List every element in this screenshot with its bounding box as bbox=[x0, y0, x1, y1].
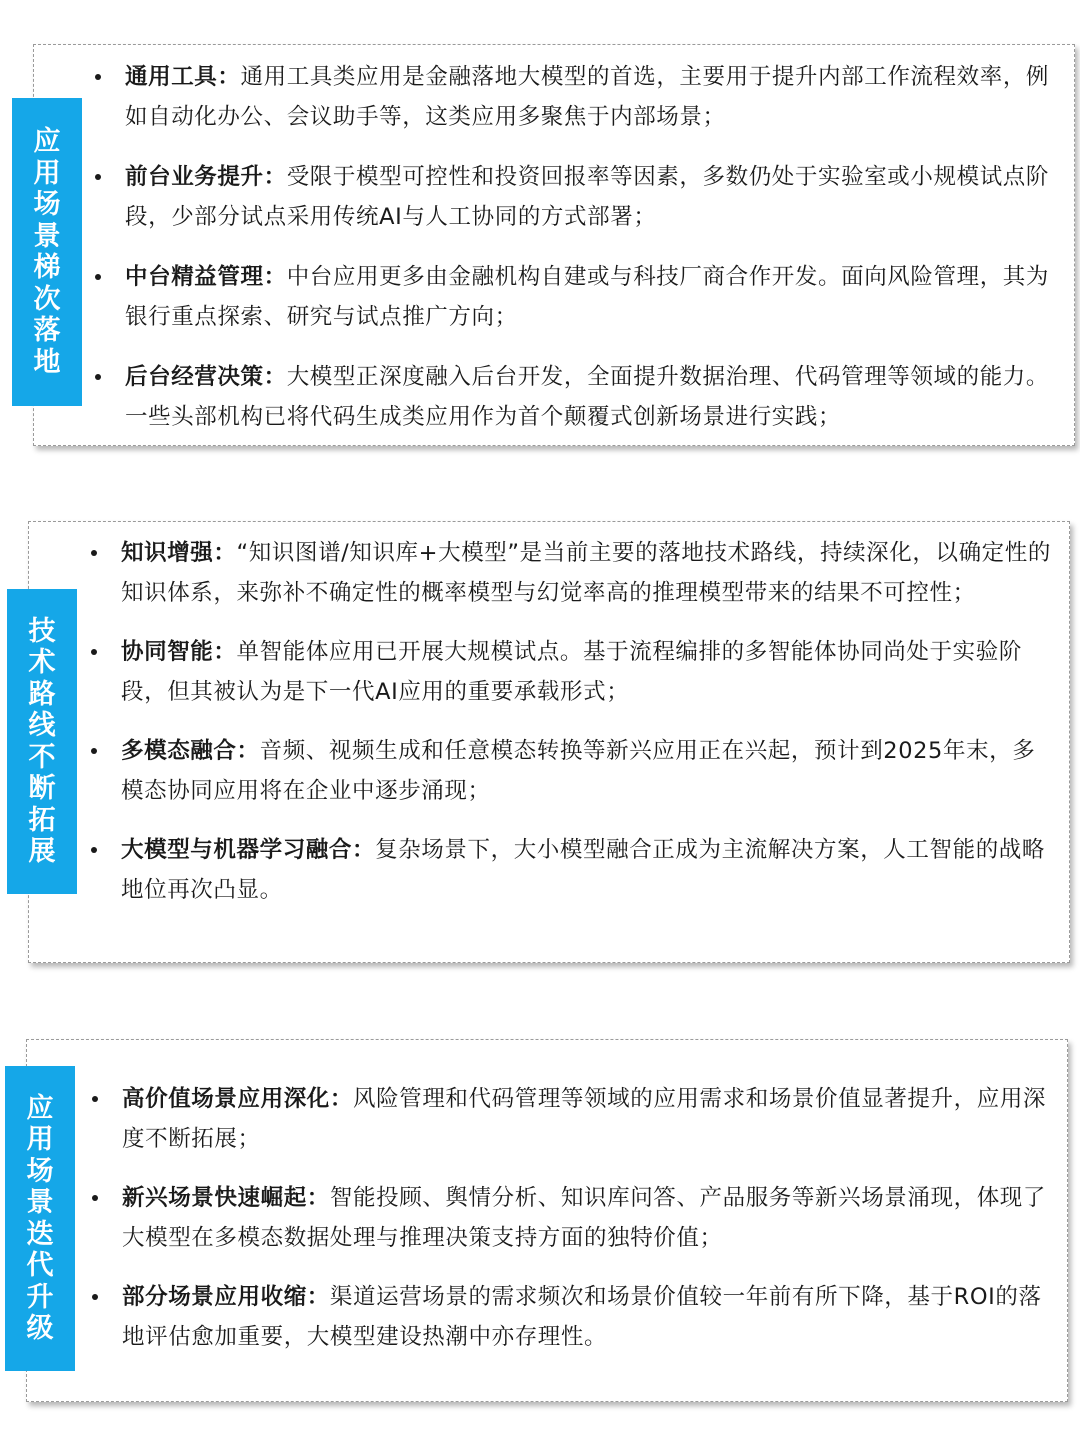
section-scenario-iteration bbox=[26, 1039, 1068, 1402]
tag-char: 景 bbox=[33, 220, 61, 252]
section-technical-routes bbox=[28, 521, 1070, 963]
item-term: 协同智能： bbox=[121, 639, 237, 665]
list-item bbox=[125, 257, 1060, 337]
item-text: 智能投顾、舆情分析、知识库问答、产品服务等新兴场景涌现，体现了大模型在多模态数据处理与推理决策支持方面的独特价值； bbox=[122, 1185, 1047, 1251]
section-2-list bbox=[121, 533, 1056, 910]
list-item bbox=[121, 533, 1056, 613]
item-term: 多模态融合： bbox=[121, 738, 260, 764]
tag-char: 用 bbox=[33, 157, 61, 189]
list-item bbox=[122, 1178, 1057, 1258]
item-text: 复杂场景下，大小模型融合正成为主流解决方案，人工智能的战略地位再次凸显。 bbox=[121, 837, 1046, 903]
item-term: 后台经营决策： bbox=[125, 364, 287, 390]
section-application-scenarios bbox=[33, 44, 1075, 446]
item-term: 前台业务提升： bbox=[125, 164, 287, 190]
tag-char: 地 bbox=[33, 346, 61, 378]
tag-char: 拓 bbox=[28, 804, 56, 836]
section-1-tag bbox=[12, 98, 82, 406]
item-text: 中台应用更多由金融机构自建或与科技厂商合作开发。面向风险管理，其为银行重点探索、研究与试点推广方向； bbox=[125, 264, 1050, 330]
list-item bbox=[121, 632, 1056, 712]
item-text: 通用工具类应用是金融落地大模型的首选，主要用于提升内部工作流程效率，例如自动化办公、会议助手等，这类应用多聚焦于内部场景； bbox=[125, 64, 1050, 130]
tag-char: 升 bbox=[26, 1281, 54, 1313]
tag-char: 落 bbox=[33, 315, 61, 346]
tag-char: 用 bbox=[26, 1124, 54, 1155]
item-text: 大模型正深度融入后台开发，全面提升数据治理、代码管理等领域的能力。一些头部机构已将代码生成类应用作为首个颠覆式创新场景进行实践； bbox=[125, 364, 1050, 430]
tag-char: 路 bbox=[28, 678, 56, 710]
item-text: 风险管理和代码管理等领域的应用需求和场景价值显著提升，应用深度不断拓展； bbox=[122, 1086, 1047, 1152]
list-item bbox=[122, 1079, 1057, 1159]
tag-char: 不 bbox=[28, 741, 56, 773]
tag-char: 线 bbox=[28, 710, 56, 741]
tag-char: 技 bbox=[28, 615, 56, 647]
item-term: 部分场景应用收缩： bbox=[122, 1284, 330, 1310]
section-3-tag bbox=[5, 1066, 75, 1371]
item-term: 通用工具： bbox=[125, 64, 241, 90]
item-term: 高价值场景应用深化： bbox=[122, 1086, 354, 1112]
tag-char: 应 bbox=[26, 1092, 54, 1124]
section-1-list bbox=[125, 57, 1060, 437]
tag-char: 梯 bbox=[33, 252, 61, 283]
list-item bbox=[122, 1277, 1057, 1357]
item-term: 知识增强： bbox=[121, 540, 237, 566]
tag-char: 场 bbox=[33, 189, 61, 220]
tag-char: 展 bbox=[28, 836, 56, 867]
item-term: 新兴场景快速崛起： bbox=[122, 1185, 330, 1211]
list-item bbox=[121, 731, 1056, 811]
tag-char: 断 bbox=[28, 773, 56, 804]
tag-char: 迭 bbox=[26, 1218, 54, 1250]
item-text: 单智能体应用已开展大规模试点。基于流程编排的多智能体协同尚处于实验阶段，但其被认为是下一代AI应用的重要承载形式； bbox=[121, 639, 1022, 705]
item-term: 中台精益管理： bbox=[125, 264, 287, 290]
item-text: “知识图谱/知识库+大模型”是当前主要的落地技术路线，持续深化，以确定性的知识体系，来弥补不确定性的概率模型与幻觉率高的推理模型带来的结果不可控性； bbox=[121, 540, 1051, 606]
list-item bbox=[121, 830, 1056, 910]
section-3-list bbox=[122, 1079, 1057, 1357]
tag-char: 代 bbox=[26, 1250, 54, 1281]
tag-char: 次 bbox=[33, 283, 61, 315]
tag-char: 景 bbox=[26, 1187, 54, 1218]
section-2-tag bbox=[7, 589, 77, 894]
tag-char: 术 bbox=[28, 647, 56, 678]
item-text: 音频、视频生成和任意模态转换等新兴应用正在兴起，预计到2025年末，多模态协同应用将在企业中逐步涌现； bbox=[121, 738, 1036, 804]
tag-char: 场 bbox=[26, 1155, 54, 1187]
list-item bbox=[125, 57, 1060, 137]
list-item bbox=[125, 357, 1060, 437]
tag-char: 应 bbox=[33, 126, 61, 157]
item-text: 渠道运营场景的需求频次和场景价值较一年前有所下降，基于ROI的落地评估愈加重要，大模型建设热潮中亦存理性。 bbox=[122, 1284, 1042, 1350]
tag-char: 级 bbox=[26, 1313, 54, 1344]
item-text: 受限于模型可控性和投资回报率等因素，多数仍处于实验室或小规模试点阶段，少部分试点采用传统AI与人工协同的方式部署； bbox=[125, 164, 1050, 230]
list-item bbox=[125, 157, 1060, 237]
item-term: 大模型与机器学习融合： bbox=[121, 837, 376, 863]
